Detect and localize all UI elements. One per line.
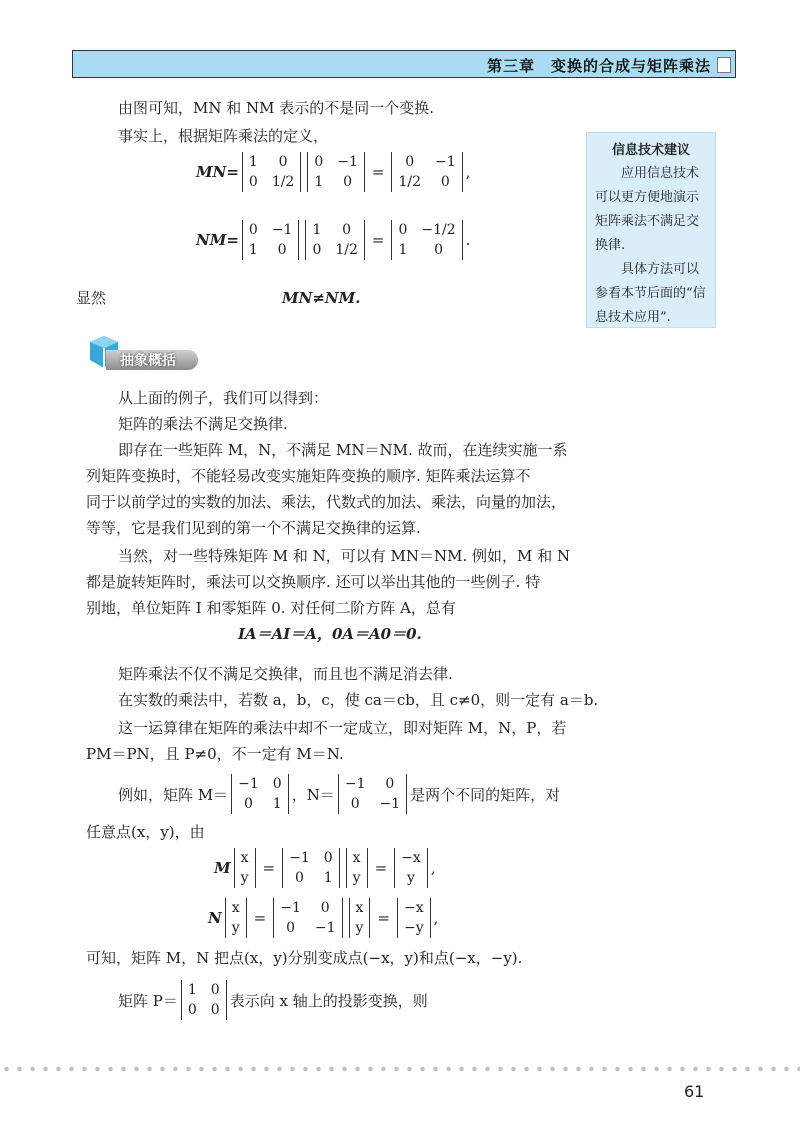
matrix-entry: 0 (244, 796, 253, 812)
matrix-entry: 0 (248, 222, 258, 238)
vector-entry: x (355, 900, 364, 916)
matrix-entry: 0 (286, 920, 295, 936)
equals-sign: = (262, 859, 276, 877)
matrix-entry: 1 (248, 154, 258, 170)
matrix-entry: −1 (238, 776, 259, 792)
matrix-p (181, 980, 227, 1020)
matrix-entry: 0 (350, 796, 360, 812)
badge-label: 抽象概括 (120, 353, 176, 369)
matrix-entry: 1 (398, 242, 408, 258)
matrix-entry: 0 (294, 870, 304, 886)
matrix (305, 220, 364, 260)
header-square-icon (717, 57, 731, 73)
page-number: 61 (684, 1082, 705, 1101)
body-line: 同于以前学过的实数的加法、乘法，代数式的加法、乘法，向量的加法， (86, 493, 567, 511)
eq-tail: , (433, 909, 439, 927)
body-line: 这一运算律在矩阵的乘法中却不一定成立，即对矩阵 M，N，P，若 (118, 719, 567, 737)
projection-line (118, 980, 428, 1020)
equals-sign: = (377, 909, 390, 927)
body-line: 当然，对一些特殊矩阵 M 和 N，可以有 MN＝NM. 例如，M 和 N (118, 547, 571, 565)
equation-m-point (214, 848, 436, 888)
matrix-entry: 0 (398, 222, 408, 238)
matrix (282, 848, 340, 888)
projection-prefix: 矩阵 P＝ (118, 991, 178, 1010)
chapter-title: 第三章 变换的合成与矩阵乘法 (486, 57, 711, 75)
matrix-entry: −1 (289, 850, 310, 866)
matrix-entry: −1/2 (421, 222, 456, 238)
example-suffix: 是两个不同的矩阵，对 (410, 785, 561, 804)
equation-mn (196, 152, 470, 192)
equation-n-point (208, 898, 438, 938)
matrix-m (231, 774, 289, 814)
equals-sign: = (371, 231, 385, 249)
matrix-entry: 0 (343, 174, 353, 190)
matrix-entry: 0 (248, 174, 258, 190)
vector-entry: −y (404, 920, 424, 936)
eq-tail: , (465, 163, 471, 181)
matrix-entry: 0 (312, 242, 322, 258)
vector-entry: x (231, 900, 240, 916)
obvious-expr: MN≠NM. (282, 289, 361, 307)
body-line: 矩阵乘法不仅不满足交换律，而且也不满足消去律. (118, 665, 453, 683)
body-line: 等等，它是我们见到的第一个不满足交换律的运算. (86, 519, 421, 537)
matrix-entry: 1/2 (398, 174, 422, 190)
matrix-entry: 0 (314, 154, 324, 170)
matrix-entry: 0 (320, 900, 330, 916)
chapter-header (72, 50, 736, 78)
matrix-entry: 0 (187, 1002, 197, 1018)
vector-entry: y (352, 870, 361, 886)
vector (394, 848, 428, 888)
matrix-entry: 1 (314, 174, 324, 190)
projection-suffix: 表示向 x 轴上的投影变换，则 (229, 991, 428, 1010)
eq-lhs: MN= (196, 163, 239, 181)
matrix-entry: −1 (314, 920, 336, 936)
identity-formula: IA＝AI＝A，0A＝A0＝0. (238, 625, 422, 643)
intro-line-2: 事实上，根据矩阵乘法的定义， (118, 127, 329, 145)
tech-suggestion-box (586, 132, 716, 328)
equals-sign: = (374, 859, 388, 877)
matrix-entry: 0 (210, 1002, 220, 1018)
vector-entry: y (231, 920, 240, 936)
abstract-summary-badge (86, 332, 196, 374)
matrix (391, 152, 462, 192)
dotted-divider (0, 1066, 800, 1072)
matrix (242, 220, 300, 260)
vector-entry: x (352, 850, 361, 866)
matrix-entry: 1 (187, 982, 197, 998)
matrix-entry: 1 (272, 796, 282, 812)
example-line (118, 774, 560, 814)
matrix-entry: 0 (277, 242, 287, 258)
matrix-entry: 0 (405, 154, 415, 170)
tech-suggestion-p2: 具体方法可以参看本节后面的“信息技术应用”. (595, 262, 706, 325)
eq-tail: . (465, 231, 471, 249)
vector (397, 898, 431, 938)
example-prefix: 例如，矩阵 M＝ (118, 785, 229, 804)
example-mid: ，N＝ (291, 785, 335, 804)
vector (346, 848, 368, 888)
matrix-entry: 1/2 (335, 242, 358, 258)
matrix-entry: −1 (379, 796, 401, 812)
matrix-entry: 0 (434, 242, 443, 258)
matrix-entry: 0 (342, 222, 352, 238)
matrix-entry: 1/2 (271, 174, 295, 190)
body-line: 在实数的乘法中，若数 a，b，c，使 ca＝cb，且 c≠0，则一定有 a＝b. (118, 691, 599, 709)
matrix (307, 152, 365, 192)
matrix-entry: 0 (385, 776, 395, 792)
vector (349, 898, 371, 938)
equals-sign: = (253, 909, 267, 927)
matrix-n (338, 774, 407, 814)
body-line: 从上面的例子，我们可以得到： (118, 389, 329, 407)
vector-entry: −x (401, 850, 421, 866)
tech-suggestion-p1: 应用信息技术可以更方便地演示矩阵乘法不满足交换律. (595, 166, 700, 253)
vector-entry: y (355, 920, 364, 936)
eq-lhs: N (208, 909, 222, 927)
vector-entry: x (240, 850, 249, 866)
equation-nm (196, 220, 470, 260)
vector (234, 848, 256, 888)
matrix-entry: 1 (312, 222, 322, 238)
body-line: 列矩阵变换时，不能轻易改变实施矩阵变换的顺序. 矩阵乘法运算不 (86, 467, 531, 485)
body-line: 别地，单位矩阵 I 和零矩阵 0. 对任何二阶方阵 A，总有 (86, 599, 456, 617)
equals-sign: = (371, 163, 385, 181)
body-line: 都是旋转矩阵时，乘法可以交换顺序. 还可以举出其他的一些例子. 特 (86, 573, 541, 591)
matrix-entry: 0 (323, 850, 333, 866)
matrix-entry: −1 (271, 222, 293, 238)
vector (225, 898, 247, 938)
matrix-entry: −1 (337, 154, 358, 170)
eq-lhs: NM= (196, 231, 239, 249)
matrix-entry: 0 (278, 154, 288, 170)
matrix-entry: 0 (210, 982, 220, 998)
matrix-entry: −1 (344, 776, 366, 792)
body-line: PM＝PN，且 P≠0，不一定有 M＝N. (86, 745, 344, 763)
conclusion-line: 可知，矩阵 M，N 把点(x，y)分别变成点(−x，y)和点(−x，−y). (86, 949, 523, 967)
vector-entry: y (240, 870, 249, 886)
body-line: 任意点(x，y)，由 (86, 823, 205, 841)
eq-tail: , (430, 859, 436, 877)
matrix (273, 898, 342, 938)
matrix-entry: 1 (323, 870, 333, 886)
matrix-entry: −1 (435, 154, 456, 170)
obvious-label: 显然 (76, 289, 107, 307)
matrix-entry: 0 (440, 174, 450, 190)
matrix (391, 220, 462, 260)
matrix (242, 152, 301, 192)
body-line: 即存在一些矩阵 M，N，不满足 MN＝NM. 故而，在连续实施一系 (118, 441, 568, 459)
intro-line-1: 由图可知，MN 和 NM 表示的不是同一个变换. (118, 99, 435, 117)
matrix-entry: −1 (280, 900, 301, 916)
vector-entry: y (407, 870, 415, 886)
body-line: 矩阵的乘法不满足交换律. (118, 415, 288, 433)
matrix-entry: 0 (272, 776, 282, 792)
vector-entry: −x (404, 900, 424, 916)
eq-lhs: M (214, 859, 231, 877)
matrix-entry: 1 (248, 242, 258, 258)
tech-suggestion-title: 信息技术建议 (611, 143, 690, 158)
